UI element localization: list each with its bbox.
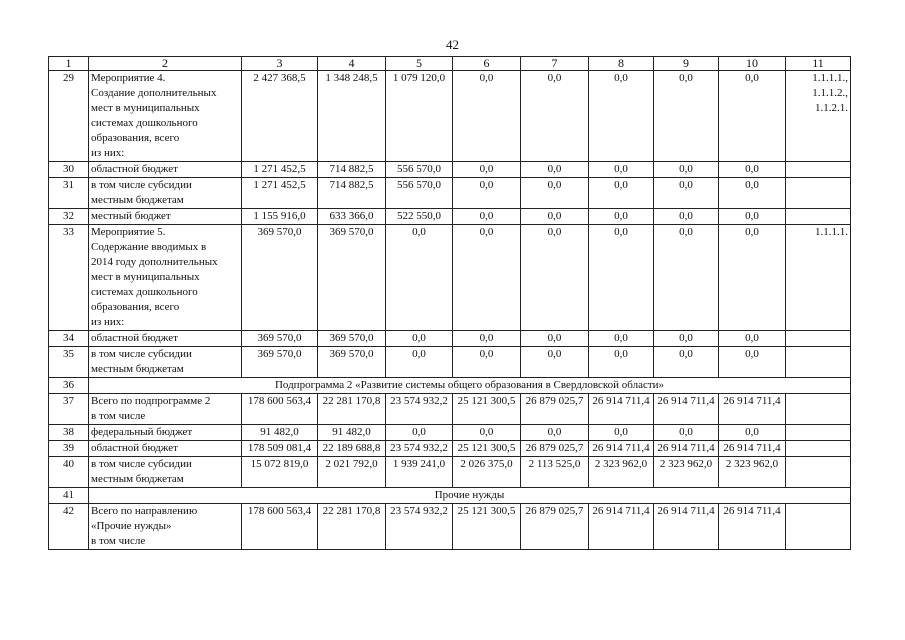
value-cell: 0,0	[521, 225, 589, 331]
value-cell: 178 600 563,4	[242, 394, 318, 425]
table-row	[49, 457, 851, 488]
column-header-3: 3	[242, 57, 318, 71]
table-row	[49, 209, 851, 225]
value-cell: 23 574 932,2	[386, 504, 453, 550]
value-cell: 0,0	[453, 162, 521, 178]
row-description: в том числе субсидии местным бюджетам	[89, 347, 242, 378]
value-cell: 15 072 819,0	[242, 457, 318, 488]
value-cell: 0,0	[589, 178, 654, 209]
value-cell: 0,0	[654, 178, 719, 209]
value-cell: 0,0	[719, 225, 786, 331]
value-cell: 0,0	[521, 347, 589, 378]
value-cell: 26 914 711,4	[589, 441, 654, 457]
table-row	[49, 178, 851, 209]
value-cell: 0,0	[719, 71, 786, 162]
row-description: Всего по направлению «Прочие нужды» в том числе	[89, 504, 242, 550]
value-cell: 22 281 170,8	[318, 504, 386, 550]
value-cell: 26 914 711,4	[654, 504, 719, 550]
column-header-5: 5	[386, 57, 453, 71]
value-cell: 0,0	[386, 425, 453, 441]
section-title: Прочие нужды	[89, 488, 851, 504]
column-header-1: 1	[49, 57, 89, 71]
row-number: 42	[49, 504, 89, 550]
value-cell: 633 366,0	[318, 209, 386, 225]
value-cell: 22 189 688,8	[318, 441, 386, 457]
value-cell: 0,0	[719, 178, 786, 209]
value-cell: 1 155 916,0	[242, 209, 318, 225]
value-cell: 369 570,0	[242, 225, 318, 331]
column-header-6: 6	[453, 57, 521, 71]
value-cell: 0,0	[453, 225, 521, 331]
value-cell: 26 914 711,4	[719, 394, 786, 425]
target-code	[786, 425, 851, 441]
target-code	[786, 394, 851, 425]
row-number: 31	[49, 178, 89, 209]
value-cell: 0,0	[386, 331, 453, 347]
row-number: 34	[49, 331, 89, 347]
row-description: областной бюджет	[89, 331, 242, 347]
value-cell: 714 882,5	[318, 162, 386, 178]
value-cell: 0,0	[654, 331, 719, 347]
value-cell: 369 570,0	[242, 347, 318, 378]
target-code: 1.1.1.1.	[786, 225, 851, 331]
row-number: 30	[49, 162, 89, 178]
value-cell: 26 914 711,4	[719, 441, 786, 457]
value-cell: 522 550,0	[386, 209, 453, 225]
value-cell: 0,0	[719, 347, 786, 378]
value-cell: 0,0	[521, 209, 589, 225]
column-header-2: 2	[89, 57, 242, 71]
value-cell: 0,0	[654, 162, 719, 178]
table-row	[49, 378, 851, 394]
value-cell: 0,0	[521, 331, 589, 347]
column-header-4: 4	[318, 57, 386, 71]
target-code	[786, 209, 851, 225]
value-cell: 2 323 962,0	[654, 457, 719, 488]
value-cell: 0,0	[719, 209, 786, 225]
value-cell: 26 914 711,4	[589, 504, 654, 550]
row-description: в том числе субсидии местным бюджетам	[89, 457, 242, 488]
row-description: областной бюджет	[89, 162, 242, 178]
table-row	[49, 441, 851, 457]
value-cell: 0,0	[654, 225, 719, 331]
target-code: 1.1.1.1., 1.1.1.2., 1.1.2.1.	[786, 71, 851, 162]
value-cell: 1 271 452,5	[242, 178, 318, 209]
row-number: 29	[49, 71, 89, 162]
value-cell: 369 570,0	[318, 347, 386, 378]
row-number: 35	[49, 347, 89, 378]
row-description: областной бюджет	[89, 441, 242, 457]
header-row	[49, 57, 851, 71]
row-description: Мероприятие 4. Создание дополнительных мест в муниципальных системах дошкольного образования, всего из них:	[89, 71, 242, 162]
target-code	[786, 162, 851, 178]
value-cell: 0,0	[719, 331, 786, 347]
value-cell: 1 939 241,0	[386, 457, 453, 488]
value-cell: 369 570,0	[242, 331, 318, 347]
table-row	[49, 425, 851, 441]
value-cell: 369 570,0	[318, 331, 386, 347]
table-row	[49, 162, 851, 178]
row-description: местный бюджет	[89, 209, 242, 225]
column-header-9: 9	[654, 57, 719, 71]
table-row	[49, 504, 851, 550]
value-cell: 0,0	[589, 225, 654, 331]
row-number: 36	[49, 378, 89, 394]
row-number: 33	[49, 225, 89, 331]
row-number: 32	[49, 209, 89, 225]
target-code	[786, 504, 851, 550]
value-cell: 23 574 932,2	[386, 441, 453, 457]
budget-table	[48, 56, 851, 550]
target-code	[786, 441, 851, 457]
value-cell: 91 482,0	[318, 425, 386, 441]
table-row	[49, 347, 851, 378]
value-cell: 26 879 025,7	[521, 394, 589, 425]
value-cell: 23 574 932,2	[386, 394, 453, 425]
table-row	[49, 488, 851, 504]
value-cell: 0,0	[654, 425, 719, 441]
value-cell: 0,0	[589, 162, 654, 178]
row-number: 38	[49, 425, 89, 441]
row-number: 40	[49, 457, 89, 488]
value-cell: 22 281 170,8	[318, 394, 386, 425]
value-cell: 0,0	[654, 347, 719, 378]
value-cell: 2 323 962,0	[719, 457, 786, 488]
value-cell: 1 079 120,0	[386, 71, 453, 162]
table-row	[49, 394, 851, 425]
value-cell: 25 121 300,5	[453, 394, 521, 425]
value-cell: 0,0	[453, 347, 521, 378]
section-title: Подпрограмма 2 «Развитие системы общего образования в Свердловской области»	[89, 378, 851, 394]
value-cell: 0,0	[589, 347, 654, 378]
page-number: 42	[446, 37, 459, 52]
row-description: в том числе субсидии местным бюджетам	[89, 178, 242, 209]
target-code	[786, 457, 851, 488]
column-header-11: 11	[786, 57, 851, 71]
target-code	[786, 347, 851, 378]
table-row	[49, 225, 851, 331]
value-cell: 0,0	[589, 425, 654, 441]
value-cell: 2 021 792,0	[318, 457, 386, 488]
value-cell: 0,0	[453, 71, 521, 162]
value-cell: 0,0	[719, 425, 786, 441]
value-cell: 91 482,0	[242, 425, 318, 441]
value-cell: 0,0	[386, 225, 453, 331]
table-row	[49, 331, 851, 347]
value-cell: 178 600 563,4	[242, 504, 318, 550]
value-cell: 0,0	[719, 162, 786, 178]
row-number: 41	[49, 488, 89, 504]
value-cell: 2 113 525,0	[521, 457, 589, 488]
value-cell: 369 570,0	[318, 225, 386, 331]
value-cell: 0,0	[521, 178, 589, 209]
value-cell: 2 427 368,5	[242, 71, 318, 162]
value-cell: 0,0	[386, 347, 453, 378]
value-cell: 0,0	[654, 209, 719, 225]
value-cell: 26 879 025,7	[521, 504, 589, 550]
target-code	[786, 178, 851, 209]
value-cell: 26 914 711,4	[654, 394, 719, 425]
value-cell: 26 914 711,4	[589, 394, 654, 425]
value-cell: 0,0	[453, 331, 521, 347]
value-cell: 25 121 300,5	[453, 504, 521, 550]
value-cell: 1 348 248,5	[318, 71, 386, 162]
column-header-8: 8	[589, 57, 654, 71]
row-number: 39	[49, 441, 89, 457]
value-cell: 0,0	[521, 71, 589, 162]
value-cell: 0,0	[654, 71, 719, 162]
value-cell: 0,0	[453, 425, 521, 441]
value-cell: 2 323 962,0	[589, 457, 654, 488]
value-cell: 178 509 081,4	[242, 441, 318, 457]
value-cell: 556 570,0	[386, 162, 453, 178]
table-row	[49, 71, 851, 162]
value-cell: 714 882,5	[318, 178, 386, 209]
row-number: 37	[49, 394, 89, 425]
value-cell: 0,0	[521, 162, 589, 178]
value-cell: 25 121 300,5	[453, 441, 521, 457]
value-cell: 1 271 452,5	[242, 162, 318, 178]
value-cell: 0,0	[453, 209, 521, 225]
value-cell: 2 026 375,0	[453, 457, 521, 488]
column-header-10: 10	[719, 57, 786, 71]
value-cell: 0,0	[453, 178, 521, 209]
row-description: Мероприятие 5. Содержание вводимых в 2014 году дополнительных мест в муниципальных системах дошкольного образования, всего из них:	[89, 225, 242, 331]
value-cell: 556 570,0	[386, 178, 453, 209]
value-cell: 0,0	[589, 209, 654, 225]
value-cell: 0,0	[589, 71, 654, 162]
value-cell: 26 914 711,4	[719, 504, 786, 550]
value-cell: 26 914 711,4	[654, 441, 719, 457]
row-description: федеральный бюджет	[89, 425, 242, 441]
value-cell: 0,0	[521, 425, 589, 441]
value-cell: 0,0	[589, 331, 654, 347]
row-description: Всего по подпрограмме 2 в том числе	[89, 394, 242, 425]
value-cell: 26 879 025,7	[521, 441, 589, 457]
column-header-7: 7	[521, 57, 589, 71]
target-code	[786, 331, 851, 347]
